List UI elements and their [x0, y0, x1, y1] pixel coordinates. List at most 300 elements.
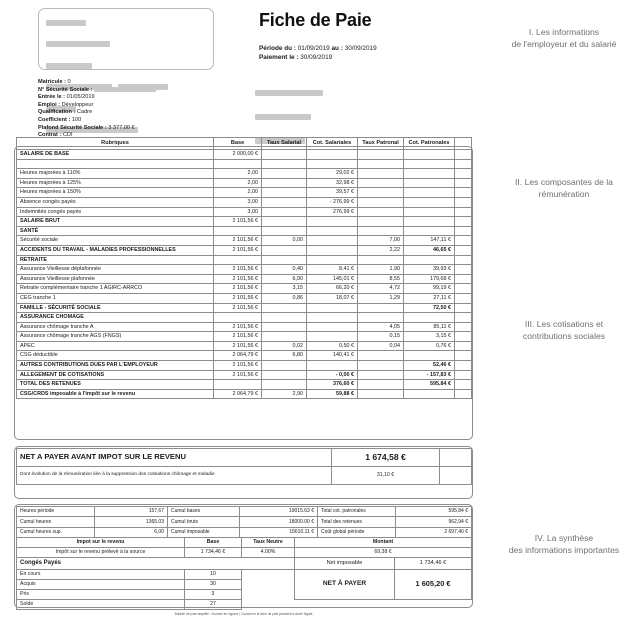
table-row — [17, 322, 472, 332]
employer-city-redacted — [46, 57, 206, 75]
table-cell — [214, 255, 262, 265]
employer-address-redacted — [46, 36, 206, 54]
table-cell — [262, 159, 307, 169]
table-cell: 18,07 € — [307, 293, 358, 303]
table-cell: 7,00 — [358, 236, 404, 246]
table-cell — [307, 313, 358, 323]
table-cell — [455, 322, 472, 332]
table-cell: SALAIRE DE BASE — [17, 150, 214, 160]
table-cell — [404, 159, 455, 169]
table-cell: Cumul heures sup. — [17, 527, 95, 537]
table-cell — [455, 361, 472, 371]
table-cell — [358, 159, 404, 169]
table-cell: 2 101,56 € — [214, 274, 262, 284]
table-cell — [404, 197, 455, 207]
table-cell: SALAIRE BRUT — [17, 217, 214, 227]
net-pay-table — [16, 448, 472, 485]
table-cell — [262, 332, 307, 342]
detail-coefficient — [38, 117, 156, 125]
annotation-4-line2: des informations importantes — [508, 545, 620, 555]
table-cell: Cumul imposable — [168, 527, 240, 537]
table-cell: Total des retenues — [318, 517, 396, 527]
employer-name-redacted — [46, 14, 206, 32]
table-cell: 0,15 — [358, 332, 404, 342]
table-cell — [455, 389, 472, 399]
col-taux-salarial: Taux Salarial — [262, 138, 307, 150]
conges-pad-2 — [242, 590, 295, 600]
table-cell — [455, 341, 472, 351]
table-cell: 0,50 € — [307, 341, 358, 351]
table-cell: Cumul heures — [17, 517, 95, 527]
table-cell — [262, 380, 307, 390]
table-cell — [358, 188, 404, 198]
table-row — [17, 380, 472, 390]
table-cell — [455, 217, 472, 227]
tax-row — [17, 548, 472, 558]
table-cell: 2 000,00 € — [214, 150, 262, 160]
table-cell: Coût global période — [318, 527, 396, 537]
detail-value: 0 — [67, 79, 71, 85]
table-cell: Retraite complémentaire tranche 1 AGIRC-ARRCO — [17, 284, 214, 294]
table-header-row — [17, 138, 472, 150]
table-cell: Absence congés payés — [17, 197, 214, 207]
conges-label-3: Solde — [17, 600, 185, 610]
table-cell — [307, 236, 358, 246]
conges-value-3: 27 — [185, 600, 242, 610]
table-row — [17, 341, 472, 351]
table-cell — [455, 188, 472, 198]
table-cell — [358, 226, 404, 236]
table-cell — [455, 265, 472, 275]
period-line — [259, 44, 377, 53]
annotation-4-line1: IV. La synthèse — [534, 533, 594, 543]
table-cell: 3,15 € — [404, 332, 455, 342]
table-cell: 3,00 — [214, 197, 262, 207]
table-cell: 2 064,79 € — [214, 389, 262, 399]
table-cell: 85,11 € — [404, 322, 455, 332]
conges-value-1: 30 — [185, 580, 242, 590]
annotation-3-line1: III. Les cotisations et — [524, 319, 604, 329]
table-row — [17, 361, 472, 371]
table-cell: Cumul bruts — [168, 517, 240, 527]
conges-title: Congés Payés — [17, 558, 295, 570]
employer-info-box — [38, 8, 214, 70]
annotation-3-line2: contributions sociales — [522, 331, 606, 341]
net-a-payer-value: 1 605,20 € — [395, 570, 472, 600]
table-cell: 39,57 € — [307, 188, 358, 198]
table-cell: 962,94 € — [396, 517, 472, 527]
table-cell — [455, 169, 472, 179]
table-row — [17, 351, 472, 361]
totals-body — [17, 507, 472, 538]
rubriques-table-wrap — [16, 137, 472, 399]
table-cell: 32,98 € — [307, 178, 358, 188]
annotation-2-line1: II. Les composantes de la — [515, 177, 613, 187]
table-cell — [262, 217, 307, 227]
table-cell: 27,11 € — [404, 293, 455, 303]
table-cell: 39,93 € — [404, 265, 455, 275]
table-cell: - 157,83 € — [404, 370, 455, 380]
table-cell — [17, 159, 214, 169]
table-cell: 8,55 — [358, 274, 404, 284]
table-cell — [262, 207, 307, 217]
table-cell: AUTRES CONTRIBUTIONS DUES PAR L'EMPLOYEUR — [17, 361, 214, 371]
table-cell: 0,04 — [358, 341, 404, 351]
page-title: Fiche de Paie — [259, 10, 372, 30]
table-cell: 6,00 — [95, 527, 168, 537]
table-cell: 157,67 — [95, 507, 168, 517]
annotation-2-line2: rémunération — [538, 189, 590, 199]
table-cell: ASSURANCE CHOMAGE — [17, 313, 214, 323]
table-cell: 3,15 — [262, 284, 307, 294]
table-row — [17, 188, 472, 198]
detail-value: 3 377,00 € — [108, 124, 135, 131]
table-cell — [214, 380, 262, 390]
table-cell — [358, 255, 404, 265]
table-cell: 2 101,56 € — [214, 361, 262, 371]
footnote: Bulletin de paie simplifié - Normes en vigueur | Conserver la fiche de paie pendant la durée légale. — [174, 612, 314, 616]
table-cell — [455, 303, 472, 313]
annotation-1-line1: I. Les informations — [528, 27, 600, 37]
detail-value: Cadre — [76, 109, 93, 116]
table-cell: 2 101,56 € — [214, 332, 262, 342]
table-cell — [455, 370, 472, 380]
conges-row-encours — [17, 570, 472, 580]
table-row — [17, 303, 472, 313]
table-cell: FAMILLE - SÉCURITÉ SOCIALE — [17, 303, 214, 313]
table-cell: 18000.00 € — [240, 517, 318, 527]
table-cell — [307, 361, 358, 371]
detail-plafond — [38, 125, 156, 133]
table-cell — [307, 217, 358, 227]
table-cell — [262, 322, 307, 332]
table-cell: 0,00 — [262, 236, 307, 246]
table-row — [17, 265, 472, 275]
table-cell: 2 101,56 € — [214, 370, 262, 380]
table-cell — [358, 361, 404, 371]
table-cell — [262, 169, 307, 179]
table-cell: 2 101,56 € — [214, 284, 262, 294]
table-cell: 2 101,56 € — [214, 265, 262, 275]
table-row — [17, 274, 472, 284]
table-cell: Cumul bases — [168, 507, 240, 517]
table-cell — [214, 226, 262, 236]
table-cell: 3,00 — [214, 207, 262, 217]
table-cell — [262, 226, 307, 236]
table-cell: 8,41 € — [307, 265, 358, 275]
detail-label: Contrat : — [38, 132, 62, 139]
net-table-wrap — [16, 448, 472, 485]
table-cell: 1,29 — [358, 293, 404, 303]
table-cell: 0,40 — [262, 265, 307, 275]
table-cell — [262, 255, 307, 265]
table-row — [17, 370, 472, 380]
table-cell: CEG tranche 1 — [17, 293, 214, 303]
table-cell: 2,22 — [358, 245, 404, 255]
detail-emploi — [38, 102, 156, 110]
annotation-1-line2: de l'employeur et du salarié — [511, 39, 617, 49]
net-evolution-label: Dont évolution de la rémunération liée à la suppression des cotisations chômage et maladie — [17, 467, 332, 485]
table-cell — [455, 178, 472, 188]
table-cell: - 276,99 € — [307, 197, 358, 207]
net-imposable-label: Net imposable — [295, 558, 395, 570]
table-cell — [404, 188, 455, 198]
col-spacer — [455, 138, 472, 150]
table-cell: Indemnités congés payés — [17, 207, 214, 217]
table-cell — [455, 236, 472, 246]
period-to: 30/09/2019 — [344, 45, 377, 52]
table-cell — [358, 380, 404, 390]
payment-line — [259, 53, 377, 62]
rubriques-body — [17, 150, 472, 399]
table-cell: 46,65 € — [404, 245, 455, 255]
table-cell — [262, 361, 307, 371]
table-cell — [358, 303, 404, 313]
table-cell: 1365.03 — [95, 517, 168, 527]
table-cell — [455, 380, 472, 390]
table-cell: Total cot. patronales — [318, 507, 396, 517]
table-cell: 0,76 € — [404, 341, 455, 351]
table-row — [17, 284, 472, 294]
table-cell — [404, 150, 455, 160]
table-cell: 0,86 — [262, 293, 307, 303]
payment-label: Paiement le : — [259, 54, 299, 61]
table-cell: 2 101,56 € — [214, 245, 262, 255]
table-row — [17, 507, 472, 517]
payment-date: 30/09/2019 — [300, 54, 333, 61]
totals-table-wrap — [16, 506, 472, 538]
tax-header-taux: Taux Neutre — [242, 538, 295, 548]
period-to-label: au : — [331, 45, 343, 52]
tax-conges-table — [16, 537, 472, 610]
table-row — [17, 207, 472, 217]
table-cell: 2 064,79 € — [214, 351, 262, 361]
table-cell — [262, 245, 307, 255]
table-cell: CSG/CRDS imposable à l'impôt sur le revenu — [17, 389, 214, 399]
table-cell: 147,11 € — [404, 236, 455, 246]
conges-label-1: Acquis — [17, 580, 185, 590]
table-cell: 2 101,56 € — [214, 322, 262, 332]
table-cell: 6,90 — [262, 274, 307, 284]
totals-table — [16, 506, 472, 538]
table-cell: APEC — [17, 341, 214, 351]
table-cell: 6,80 — [262, 351, 307, 361]
table-cell — [262, 178, 307, 188]
table-cell — [358, 389, 404, 399]
table-cell: SANTÉ — [17, 226, 214, 236]
table-cell: 179,68 € — [404, 274, 455, 284]
table-row — [17, 178, 472, 188]
table-cell — [455, 150, 472, 160]
table-cell: 52,46 € — [404, 361, 455, 371]
table-cell: 72,50 € — [404, 303, 455, 313]
table-cell: 66,20 € — [307, 284, 358, 294]
conges-label-2: Pris — [17, 590, 185, 600]
table-row — [17, 150, 472, 160]
table-cell — [455, 197, 472, 207]
conges-title-row — [17, 558, 472, 570]
conges-pad-4 — [295, 600, 395, 610]
detail-qualification — [38, 109, 156, 117]
conges-pad-5 — [395, 600, 472, 610]
detail-securite-sociale — [38, 87, 156, 95]
tax-table-wrap — [16, 537, 472, 610]
table-cell: Assurance chômage tranche A — [17, 322, 214, 332]
table-cell: ACCIDENTS DU TRAVAIL - MALADIES PROFESSIONNELLES — [17, 245, 214, 255]
net-evolution-value: 31,10 € — [332, 467, 440, 485]
table-cell — [404, 313, 455, 323]
table-cell — [455, 313, 472, 323]
net-row-spacer-2 — [440, 467, 472, 485]
table-cell: TOTAL DES RETENUES — [17, 380, 214, 390]
table-cell — [214, 313, 262, 323]
table-cell: 2,00 — [214, 188, 262, 198]
net-imposable-value: 1 734,46 € — [395, 558, 472, 570]
table-cell: 2 697,40 € — [396, 527, 472, 537]
table-cell: Heures majorées à 150% — [17, 188, 214, 198]
table-cell — [358, 351, 404, 361]
table-cell: 2,90 — [262, 389, 307, 399]
rubriques-table — [16, 137, 472, 399]
table-cell: 140,41 € — [307, 351, 358, 361]
net-row-spacer — [440, 449, 472, 467]
table-cell — [455, 226, 472, 236]
table-cell: CSG déductible — [17, 351, 214, 361]
table-cell — [358, 207, 404, 217]
conges-pad-3 — [242, 600, 295, 610]
table-row — [17, 197, 472, 207]
table-cell — [262, 313, 307, 323]
detail-label: Coefficient : — [38, 116, 71, 123]
table-cell — [404, 207, 455, 217]
table-cell: 2 101,56 € — [214, 293, 262, 303]
col-rubriques: Rubriques — [17, 138, 214, 150]
table-cell — [455, 351, 472, 361]
table-cell — [455, 293, 472, 303]
col-taux-patronal: Taux Patronal — [358, 138, 404, 150]
table-cell: 4,05 — [358, 322, 404, 332]
table-row — [17, 389, 472, 399]
conges-label-0: En cours — [17, 570, 185, 580]
period-label: Période du : — [259, 45, 296, 52]
net-before-tax-label: NET A PAYER AVANT IMPOT SUR LE REVENU — [17, 449, 332, 467]
document-header — [0, 0, 488, 138]
table-cell: 19015.63 € — [240, 507, 318, 517]
table-cell — [404, 217, 455, 227]
table-cell — [358, 169, 404, 179]
table-cell: 0,02 — [262, 341, 307, 351]
table-cell — [455, 255, 472, 265]
table-row — [17, 217, 472, 227]
annotation-3 — [488, 318, 640, 342]
table-cell: Assurance Vieillesse déplafonnée — [17, 265, 214, 275]
table-cell — [214, 159, 262, 169]
net-before-tax-row — [17, 449, 472, 467]
table-cell — [307, 159, 358, 169]
table-cell: 15610.11 € — [240, 527, 318, 537]
employee-name-redacted — [255, 84, 323, 102]
table-cell: 59,88 € — [307, 389, 358, 399]
conges-value-0: 10 — [185, 570, 242, 580]
tax-row-label: Impôt sur le revenu prélevé à la source — [17, 548, 185, 558]
table-cell — [455, 284, 472, 294]
ssn-redacted — [94, 87, 156, 92]
annotation-1 — [488, 26, 640, 50]
conges-value-2: 3 — [185, 590, 242, 600]
table-cell — [358, 197, 404, 207]
table-cell: ALLEGEMENT DE COTISATIONS — [17, 370, 214, 380]
table-cell — [307, 150, 358, 160]
table-row — [17, 245, 472, 255]
tax-header-label: Impot sur le revenu — [17, 538, 185, 548]
annotation-2 — [488, 176, 640, 200]
table-cell: 2 101,56 € — [214, 236, 262, 246]
table-cell: 29,02 € — [307, 169, 358, 179]
tax-header-montant: Montant — [295, 538, 472, 548]
employee-details — [38, 79, 156, 140]
period-from: 01/09/2019 — [297, 45, 330, 52]
annotation-4 — [488, 532, 640, 556]
detail-value: 01/05/2019 — [66, 94, 95, 101]
table-cell — [262, 188, 307, 198]
table-row — [17, 293, 472, 303]
table-cell: 276,99 € — [307, 207, 358, 217]
table-cell: RETRAITE — [17, 255, 214, 265]
table-cell: - 0,00 € — [307, 370, 358, 380]
table-cell: Heures période — [17, 507, 95, 517]
conges-pad-1 — [242, 580, 295, 590]
table-cell: 2 101,56 € — [214, 303, 262, 313]
detail-label: Matricule : — [38, 79, 66, 85]
table-row — [17, 313, 472, 323]
detail-matricule — [38, 79, 156, 87]
table-cell: 4,72 — [358, 284, 404, 294]
table-cell — [307, 332, 358, 342]
table-cell — [455, 332, 472, 342]
table-cell — [404, 169, 455, 179]
table-cell — [262, 303, 307, 313]
conges-row-solde — [17, 600, 472, 610]
detail-label: Plafond Sécurité Sociale : — [38, 124, 107, 131]
employee-street-redacted — [255, 108, 323, 126]
table-cell — [455, 159, 472, 169]
table-cell — [262, 150, 307, 160]
table-row — [17, 159, 472, 169]
detail-value: 100 — [71, 116, 82, 123]
table-cell: Heures majorées à 110% — [17, 169, 214, 179]
table-cell — [307, 255, 358, 265]
table-cell — [307, 303, 358, 313]
table-cell — [262, 197, 307, 207]
table-cell: 2 101,56 € — [214, 341, 262, 351]
table-row — [17, 517, 472, 527]
table-cell — [307, 322, 358, 332]
table-cell — [455, 274, 472, 284]
tax-header-base: Base — [185, 538, 242, 548]
detail-label: Emploi : — [38, 101, 61, 108]
table-cell — [358, 178, 404, 188]
table-cell: 1,90 — [358, 265, 404, 275]
net-before-tax-value: 1 674,58 € — [332, 449, 440, 467]
table-row — [17, 169, 472, 179]
period-block — [259, 44, 377, 62]
table-row — [17, 255, 472, 265]
net-a-payer-label: NET À PAYER — [295, 570, 395, 600]
col-cot-patronales: Cot. Patronales — [404, 138, 455, 150]
col-base: Base — [214, 138, 262, 150]
conges-pad-0 — [242, 570, 295, 580]
detail-label: N° Sécurité Sociale : — [38, 86, 93, 93]
